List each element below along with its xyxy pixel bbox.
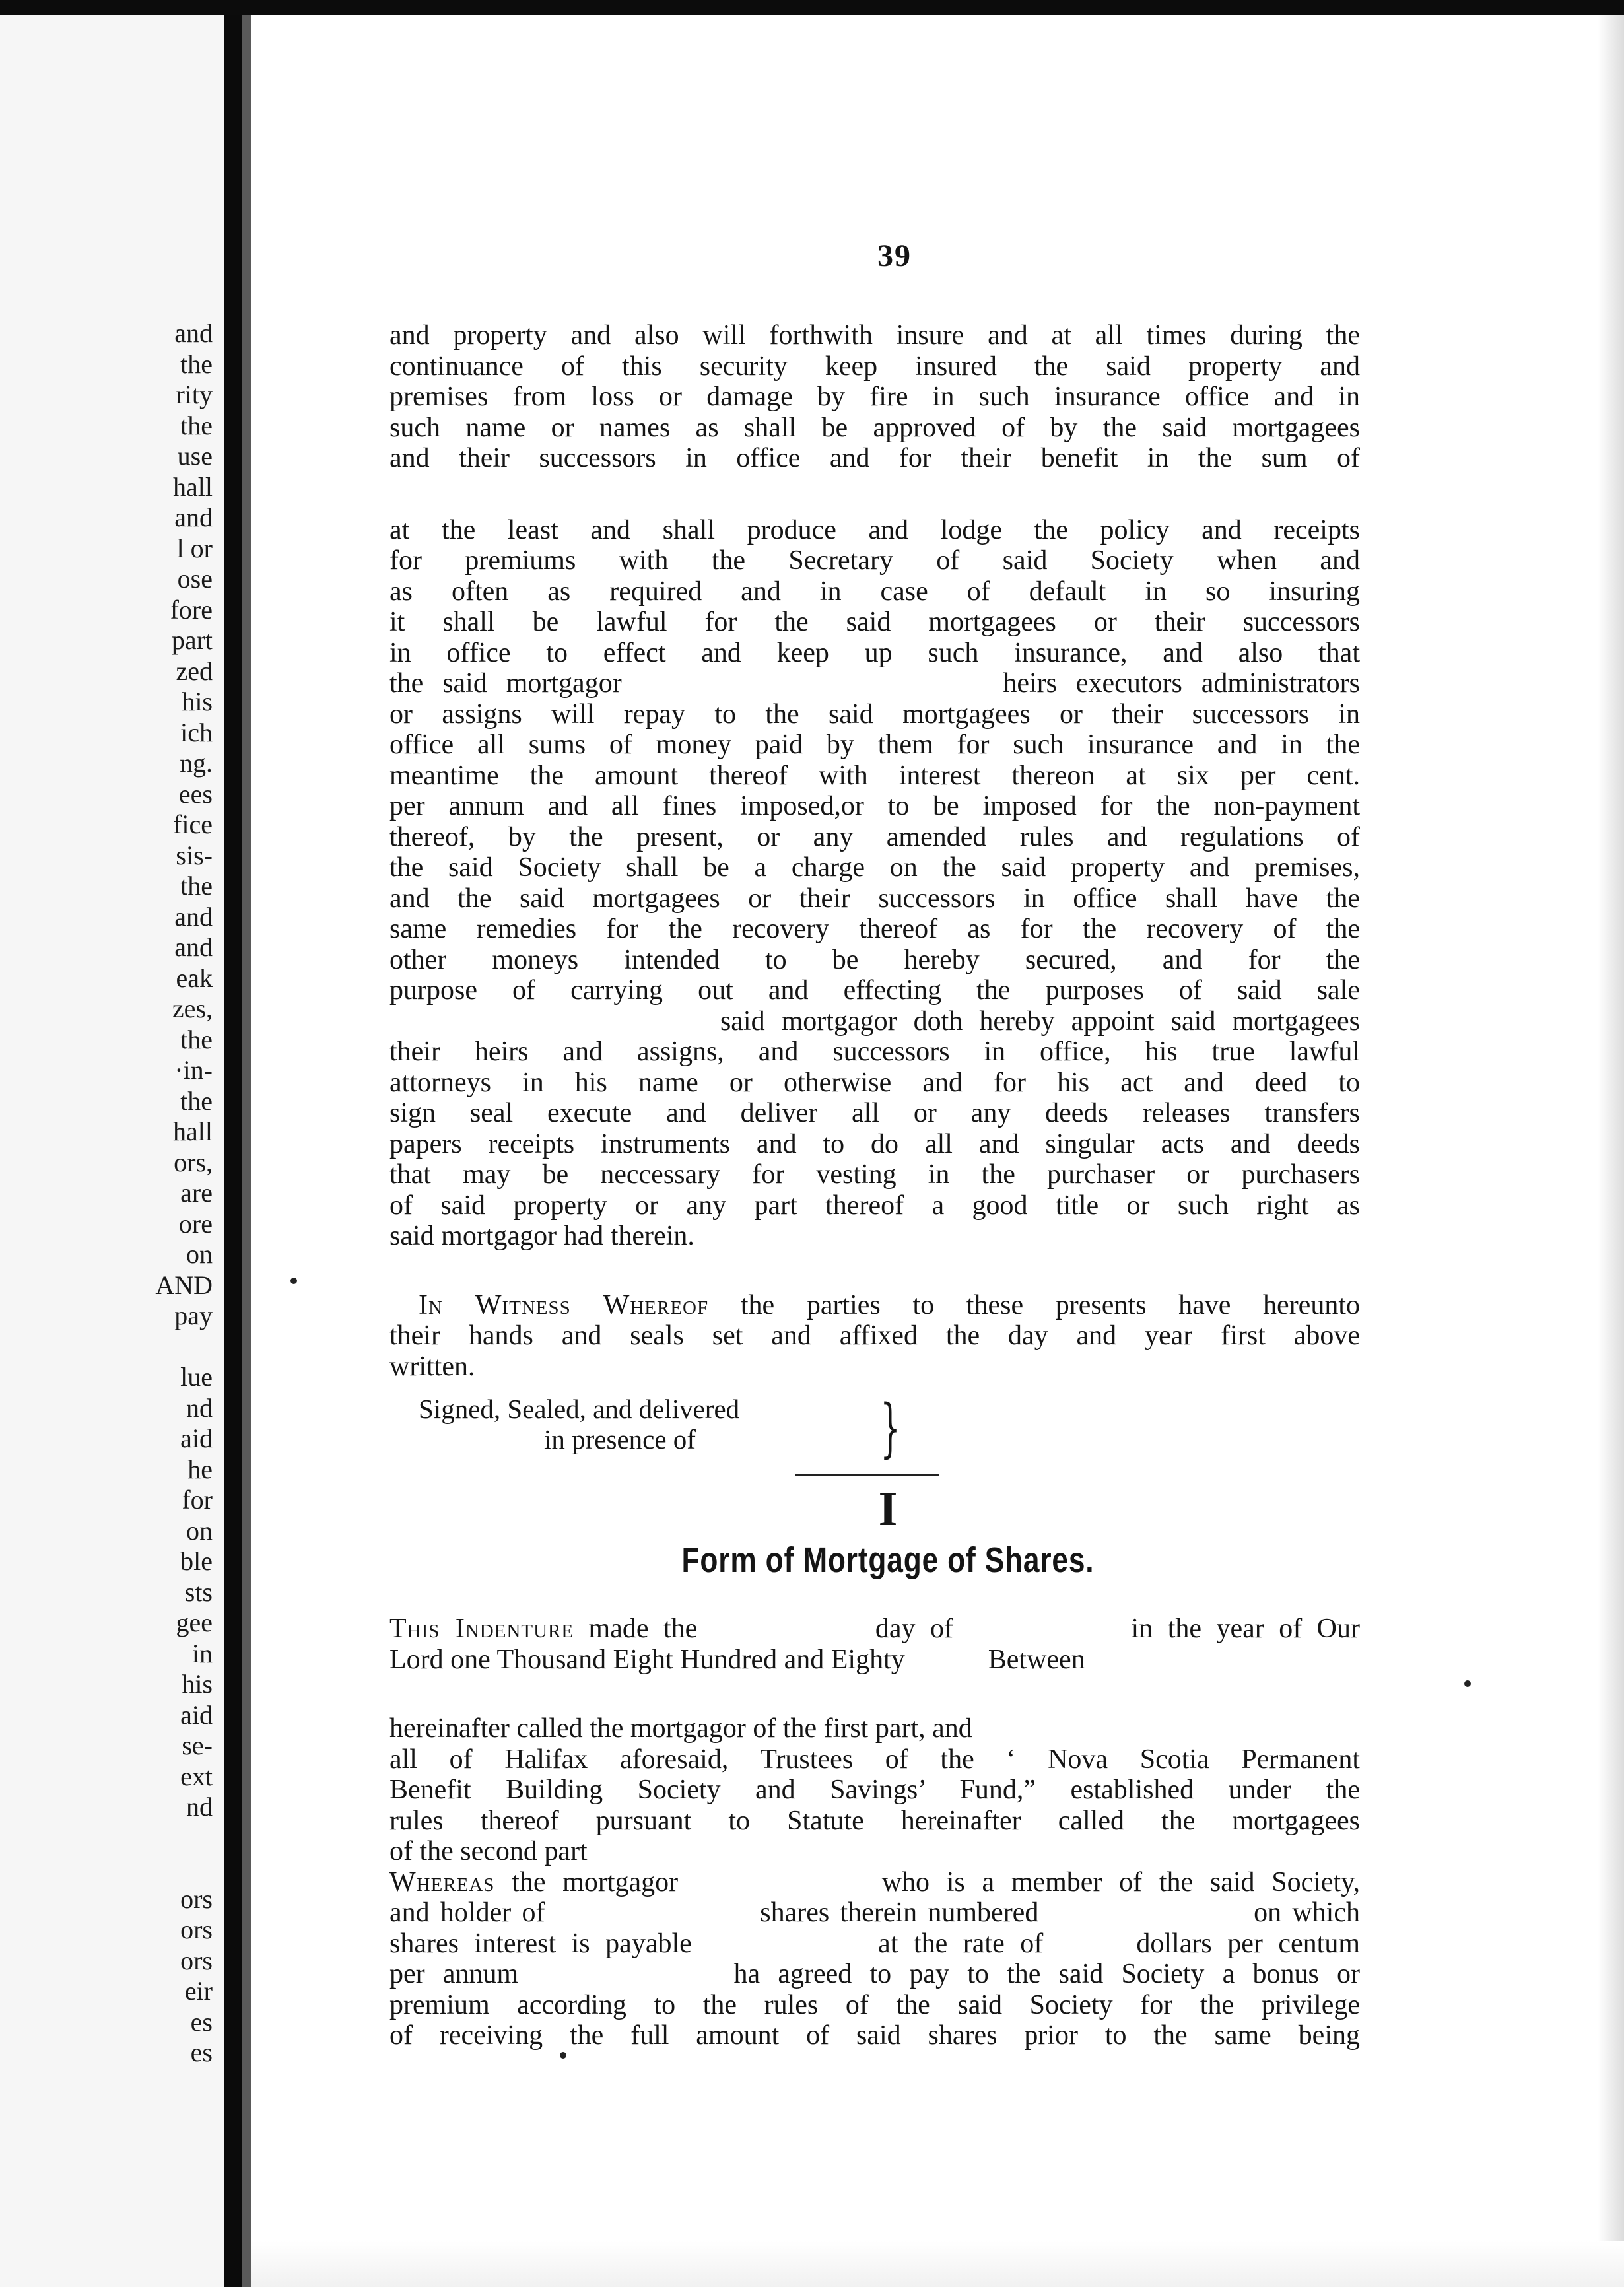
section-divider	[795, 1474, 939, 1476]
text-line: their heirs and assigns, and successors in office, his true lawful	[389, 1037, 1360, 1067]
facing-page-fragment: hall	[173, 471, 213, 502]
facing-page-fragment: his	[182, 1669, 213, 1699]
text-line: meantime the amount thereof with interest thereon at six per cent.	[389, 760, 1360, 791]
facing-page-fragment: and	[174, 932, 213, 962]
facing-page-fragment	[0, 1853, 224, 1884]
print-speck	[560, 2052, 566, 2059]
signature-block	[419, 1391, 900, 1465]
whereas-line: per annum ha agreed to pay to the said Society a bonus or	[389, 1959, 1360, 1989]
facing-page-fragment: fice	[173, 809, 213, 839]
print-speck	[1464, 1680, 1471, 1687]
text-line: purpose of carrying out and effecting the purposes of said sale	[389, 975, 1360, 1006]
facing-page-fragment: ors	[180, 1945, 213, 1975]
text-line: and the said mortgagees or their successors in office shall have the	[389, 883, 1360, 914]
facing-page-fragment: ·in-	[174, 1055, 213, 1085]
signed-sealed-label: Signed, Sealed, and delivered	[419, 1394, 740, 1424]
facing-page-fragment: sis-	[176, 840, 213, 870]
text-line: premises from loss or damage by fire in such insurance office and in	[389, 382, 1360, 412]
whereas-lead: Whereas	[389, 1866, 495, 1897]
facing-page-fragment: nd	[186, 1392, 213, 1423]
text-line: for premiums with the Secretary of said Society when and	[389, 545, 1360, 576]
facing-page-fragment: the	[180, 349, 213, 379]
text-line: papers receipts instruments and to do all and singular acts and deeds	[389, 1128, 1360, 1159]
whereas-line: and holder of shares therein numbered on which	[389, 1897, 1360, 1928]
facing-page-fragment: the	[180, 871, 213, 901]
facing-page-fragment: es	[190, 2006, 213, 2037]
text-line: and property and also will forthwith insure and at all times during the	[389, 320, 1360, 351]
text-line: all of Halifax aforesaid, Trustees of the ‘ Nova Scotia Permanent	[389, 1744, 1360, 1775]
this-indenture-lead: This Indenture	[389, 1614, 574, 1644]
facing-page-fragment: eir	[184, 1976, 213, 2006]
facing-page-text-fragments	[0, 318, 224, 2068]
page-edge-shadow	[1598, 15, 1624, 2287]
facing-page-fragment: l or	[176, 533, 213, 563]
book-gutter	[224, 15, 242, 2287]
facing-page-fragment: part	[171, 625, 213, 655]
page-content	[389, 238, 1360, 2051]
facing-page-fragment: ble	[180, 1546, 213, 1576]
print-speck	[290, 1278, 297, 1284]
paragraph-whereas	[389, 1867, 1360, 2051]
text-line: it shall be lawful for the said mortgagees or their successors	[389, 607, 1360, 637]
paragraph-parties	[389, 1713, 1360, 1867]
text-line: hereinafter called the mortgagor of the first part, and	[389, 1713, 972, 1744]
text-line: and their successors in office and for their benefit in the sum of	[389, 443, 1360, 473]
text-line: continuance of this security keep insured the said property and	[389, 351, 1360, 382]
facing-page-fragment: the	[180, 1024, 213, 1054]
text-line: at the least and shall produce and lodge the policy and receipts	[389, 514, 1360, 545]
text-line: as often as required and in case of default in so insuring	[389, 576, 1360, 607]
facing-page-fragment: es	[190, 2037, 213, 2067]
text-line: of the second part	[389, 1836, 588, 1866]
text-line: in office to effect and keep up such insurance, and also that	[389, 637, 1360, 668]
facing-page-fragment: ees	[178, 778, 213, 809]
whereas-line: of receiving the full amount of said shares prior to the same being	[389, 2020, 1360, 2051]
facing-page-edge	[0, 15, 224, 2287]
facing-page-fragment: zes,	[172, 994, 213, 1023]
paragraph-policy-and-attorney	[389, 515, 1360, 1252]
facing-page-fragment: on	[186, 1239, 213, 1269]
facing-page-fragment: ors,	[174, 1147, 213, 1177]
facing-page-fragment: he	[187, 1454, 213, 1484]
facing-page-fragment: on	[186, 1515, 213, 1546]
section-letter: I	[878, 1482, 898, 1536]
facing-page-fragment: gee	[176, 1608, 213, 1637]
facing-page-fragment	[0, 1332, 224, 1363]
paragraph-indenture	[389, 1614, 1360, 1675]
paragraph-in-witness	[389, 1290, 1360, 1382]
facing-page-fragment: fore	[170, 594, 213, 625]
text-line: sign seal execute and deliver all or any deeds releases transfers	[389, 1098, 1360, 1128]
text-line: per annum and all fines imposed,or to be imposed for the non-payment	[389, 791, 1360, 821]
page-number: 39	[877, 238, 912, 273]
text-line: same remedies for the recovery thereof as for the recovery of the	[389, 914, 1360, 944]
facing-page-fragment: eak	[176, 963, 213, 993]
facing-page-fragment: nd	[186, 1792, 213, 1822]
facing-page-fragment: hall	[173, 1116, 213, 1146]
facing-page-fragment: ext	[180, 1761, 213, 1791]
paragraph-insurance-covenant	[389, 320, 1360, 474]
facing-page-fragment: and	[174, 502, 213, 532]
indenture-line: Lord one Thousand Eight Hundred and Eighty Between	[389, 1644, 1085, 1675]
facing-page-fragment: in	[191, 1638, 213, 1668]
facing-page-fragment: zed	[176, 656, 213, 686]
facing-page-fragment: for	[182, 1485, 213, 1515]
text-line: attorneys in his name or otherwise and for his act and deed to	[389, 1067, 1360, 1098]
facing-page-fragment: are	[180, 1178, 213, 1208]
page-bottom-edge	[251, 2241, 1624, 2287]
whereas-line: shares interest is payable at the rate of dollars per centum	[389, 1928, 1360, 1959]
facing-page-fragment: the	[180, 410, 213, 440]
text-line: of said property or any part thereof a good title or such right as	[389, 1190, 1360, 1221]
facing-page-fragment: ose	[177, 564, 213, 594]
facing-page-fragment: ors	[180, 1915, 213, 1944]
facing-page-fragment: aid	[180, 1423, 213, 1453]
facing-page-fragment: ors	[180, 1884, 213, 1914]
facing-page-fragment: AND	[155, 1270, 213, 1300]
text-line: office all sums of money paid by them for such insurance and in the	[389, 730, 1360, 760]
scan-top-border	[0, 0, 1624, 15]
text-line: said mortgagor doth hereby appoint said mortgagees	[389, 1006, 1360, 1037]
text-line: said mortgagor had therein.	[389, 1221, 694, 1251]
facing-page-fragment: aid	[180, 1699, 213, 1730]
text-line: Benefit Building Society and Savings’ Fund,” established under the	[389, 1775, 1360, 1805]
facing-page-fragment: ich	[180, 717, 213, 747]
text-line: that may be neccessary for vesting in the purchaser or purchasers	[389, 1159, 1360, 1190]
gutter-shadow	[242, 15, 251, 2287]
facing-page-fragment: ng.	[180, 748, 213, 778]
witness-line: the parties to these presents have hereunto	[708, 1289, 1360, 1320]
facing-page-fragment: and	[174, 901, 213, 932]
text-line: rules thereof pursuant to Statute hereinafter called the mortgagees	[389, 1805, 1360, 1836]
text-line: such name or names as shall be approved of by the said mortgagees	[389, 412, 1360, 443]
text-line: the said Society shall be a charge on the said property and premises,	[389, 852, 1360, 883]
section-title: Form of Mortgage of Shares.	[681, 1540, 1095, 1580]
facing-page-fragment: the	[180, 1085, 213, 1116]
facing-page-fragment: ore	[178, 1208, 213, 1239]
witness-line: their hands and seals set and affixed the day and year first above	[389, 1320, 1360, 1351]
facing-page-fragment: se-	[182, 1730, 213, 1760]
indenture-line: made the day of in the year of Our	[574, 1614, 1360, 1644]
in-witness-whereof-lead: In Witness Whereof	[419, 1289, 709, 1320]
facing-page-fragment: sts	[184, 1577, 213, 1607]
text-line: the said mortgagor heirs executors administrators	[389, 668, 1360, 699]
facing-page-fragment: and	[174, 318, 213, 348]
facing-page-fragment	[0, 1823, 224, 1854]
facing-page-fragment: his	[182, 687, 213, 716]
facing-page-fragment: rity	[176, 380, 213, 409]
facing-page-fragment: lue	[180, 1362, 213, 1392]
text-line: thereof, by the present, or any amended rules and regulations of	[389, 821, 1360, 852]
witness-line: written.	[389, 1351, 475, 1382]
facing-page-fragment: use	[177, 441, 213, 471]
facing-page-fragment: pay	[174, 1301, 213, 1330]
brace-glyph: }	[880, 1391, 900, 1465]
whereas-line: premium according to the rules of the said Society for the privilege	[389, 1989, 1360, 2020]
text-line: other moneys intended to be hereby secured, and for the	[389, 944, 1360, 975]
text-line: or assigns will repay to the said mortgagees or their successors in	[389, 699, 1360, 730]
in-presence-label: in presence of	[544, 1424, 696, 1454]
whereas-line: the mortgagor who is a member of the said Society,	[494, 1866, 1360, 1897]
